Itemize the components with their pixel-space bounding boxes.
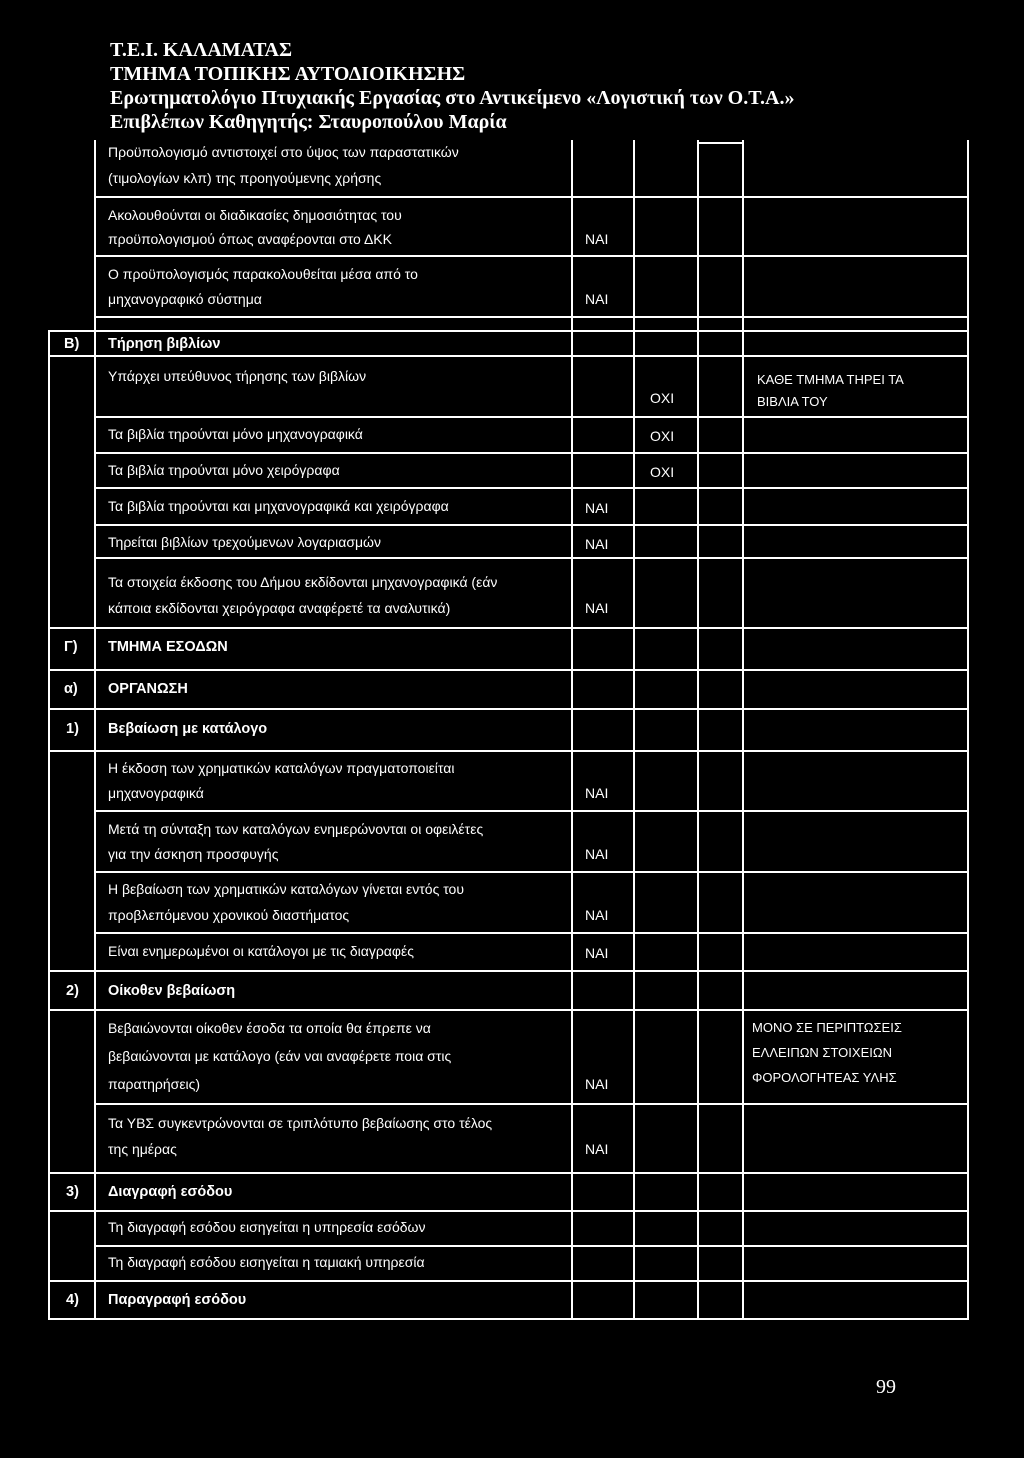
row-books-manual: Τα βιβλία τηρούνται μόνο χειρόγραφα <box>108 462 340 478</box>
row-monitoring-line1: Ο προϋπολογισμός παρακολουθείται μέσα από το <box>108 266 418 282</box>
row-catalog-timely-line2: προβλεπόμενου χρονικού διαστήματος <box>108 907 350 923</box>
subsection-1-label: 1) <box>66 721 79 737</box>
subsection-1-title: Βεβαίωση με κατάλογο <box>108 721 268 737</box>
row-books-electronic-answer: ΟΧΙ <box>650 428 675 444</box>
section-b-title: Τήρηση βιβλίων <box>108 336 221 352</box>
row-book-officer-note-line1: ΚΑΘΕ ΤΜΗΜΑ ΤΗΡΕΙ ΤΑ <box>757 372 904 387</box>
subsection-2-title: Οίκοθεν βεβαίωση <box>108 983 236 999</box>
section-b-label: Β) <box>64 336 80 352</box>
row-books-both: Τα βιβλία τηρούνται και μηχανογραφικά και χειρόγραφα <box>108 498 449 514</box>
row-publicity-line2: προϋπολογισμού όπως αναφέρονται στο ΔΚΚ <box>108 231 392 247</box>
row-budget-question-line2: (τιμολογίων κλπ) της προηγούμενης χρήσης <box>108 170 382 186</box>
row-monitoring-answer: ΝΑΙ <box>585 291 609 307</box>
row-self-assessment-answer: ΝΑΙ <box>585 1076 609 1092</box>
row-budget-question-line1: Προϋπολογισμό αντιστοιχεί στο ύψος των παραστατικών <box>108 144 459 160</box>
row-triplicate-answer: ΝΑΙ <box>585 1141 609 1157</box>
row-issuance-line1: Τα στοιχεία έκδοσης του Δήμου εκδίδονται μηχανογραφικά (εάν <box>108 574 498 590</box>
header-department: ΤΜΗΜΑ ΤΟΠΙΚΗΣ ΑΥΤΟΔΙΟΙΚΗΣΗΣ <box>110 63 466 85</box>
row-books-manual-answer: ΟΧΙ <box>650 464 675 480</box>
row-self-assessment-note-line3: ΦΟΡΟΛΟΓΗΤΕΑΣ ΥΛΗΣ <box>752 1070 897 1085</box>
row-current-accounts-answer: ΝΑΙ <box>585 536 609 552</box>
row-self-assessment-line1: Βεβαιώνονται οίκοθεν έσοδα τα οποία θα έπρεπε να <box>108 1020 431 1036</box>
row-self-assessment-note-line1: ΜΟΝΟ ΣΕ ΠΕΡΙΠΤΩΣΕΙΣ <box>752 1020 902 1035</box>
row-writeoff-treasury-service: Τη διαγραφή εσόδου εισηγείται η ταμιακή υπηρεσία <box>108 1254 425 1270</box>
row-debtors-notified-line1: Μετά τη σύνταξη των καταλόγων ενημερώνονται οι οφειλέτες <box>108 821 484 837</box>
subsection-4-title: Παραγραφή εσόδου <box>108 1292 247 1308</box>
row-self-assessment-line2: βεβαιώνονται με κατάλογο (εάν ναι αναφέρετε ποια στις <box>108 1048 452 1064</box>
subsection-3-title: Διαγραφή εσόδου <box>108 1184 233 1200</box>
header-institution: Τ.Ε.Ι. ΚΑΛΑΜΑΤΑΣ <box>110 39 293 61</box>
page-number: 99 <box>876 1376 896 1398</box>
subsection-3-label: 3) <box>66 1184 79 1200</box>
section-a-label: α) <box>64 681 78 697</box>
row-catalog-issue-answer: ΝΑΙ <box>585 785 609 801</box>
row-triplicate-line1: Τα ΥΒΣ συγκεντρώνονται σε τριπλότυπο βεβαίωσης στο τέλος <box>108 1115 493 1131</box>
row-book-officer-note-line2: ΒΙΒΛΙΑ ΤΟΥ <box>757 394 828 409</box>
row-current-accounts: Τηρείται βιβλίων τρεχούμενων λογαριασμών <box>108 534 381 550</box>
row-catalog-timely-answer: ΝΑΙ <box>585 907 609 923</box>
header-supervisor: Επιβλέπων Καθηγητής: Σταυροπούλου Μαρία <box>110 111 507 133</box>
row-catalog-updated: Είναι ενημερωμένοι οι κατάλογοι με τις διαγραφές <box>108 943 414 959</box>
row-publicity-line1: Ακολουθούνται οι διαδικασίες δημοσιότητας του <box>108 207 402 223</box>
row-writeoff-revenue-service: Τη διαγραφή εσόδου εισηγείται η υπηρεσία εσόδων <box>108 1219 426 1235</box>
section-a-title: ΟΡΓΑΝΩΣΗ <box>108 681 188 697</box>
row-issuance-line2: κάποια εκδίδονται χειρόγραφα αναφέρετέ τα αναλυτικά) <box>108 600 451 616</box>
header-subject: Ερωτηματολόγιο Πτυχιακής Εργασίας στο Αντικείμενο «Λογιστική των Ο.Τ.Α.» <box>110 87 795 109</box>
row-monitoring-line2: μηχανογραφικό σύστημα <box>108 291 262 307</box>
row-self-assessment-note-line2: ΕΛΛΕΙΠΩΝ ΣΤΟΙΧΕΙΩΝ <box>752 1045 892 1060</box>
section-g-label: Γ) <box>64 639 78 655</box>
row-issuance-answer: ΝΑΙ <box>585 600 609 616</box>
subsection-4-label: 4) <box>66 1292 79 1308</box>
row-book-officer: Υπάρχει υπεύθυνος τήρησης των βιβλίων <box>108 368 367 384</box>
row-publicity-answer: ΝΑΙ <box>585 231 609 247</box>
subsection-2-label: 2) <box>66 983 79 999</box>
row-catalog-issue-line1: Η έκδοση των χρηματικών καταλόγων πραγματοποιείται <box>108 760 455 776</box>
row-catalog-timely-line1: Η βεβαίωση των χρηματικών καταλόγων γίνεται εντός του <box>108 881 464 897</box>
row-triplicate-line2: της ημέρας <box>108 1141 177 1157</box>
row-catalog-updated-answer: ΝΑΙ <box>585 945 609 961</box>
section-g-title: ΤΜΗΜΑ ΕΣΟΔΩΝ <box>108 639 228 655</box>
row-debtors-notified-answer: ΝΑΙ <box>585 846 609 862</box>
row-books-electronic: Τα βιβλία τηρούνται μόνο μηχανογραφικά <box>108 426 363 442</box>
row-book-officer-answer: ΟΧΙ <box>650 390 675 406</box>
row-self-assessment-line3: παρατηρήσεις) <box>108 1076 201 1092</box>
row-books-both-answer: ΝΑΙ <box>585 500 609 516</box>
row-catalog-issue-line2: μηχανογραφικά <box>108 785 204 801</box>
row-debtors-notified-line2: για την άσκηση προσφυγής <box>108 846 279 862</box>
